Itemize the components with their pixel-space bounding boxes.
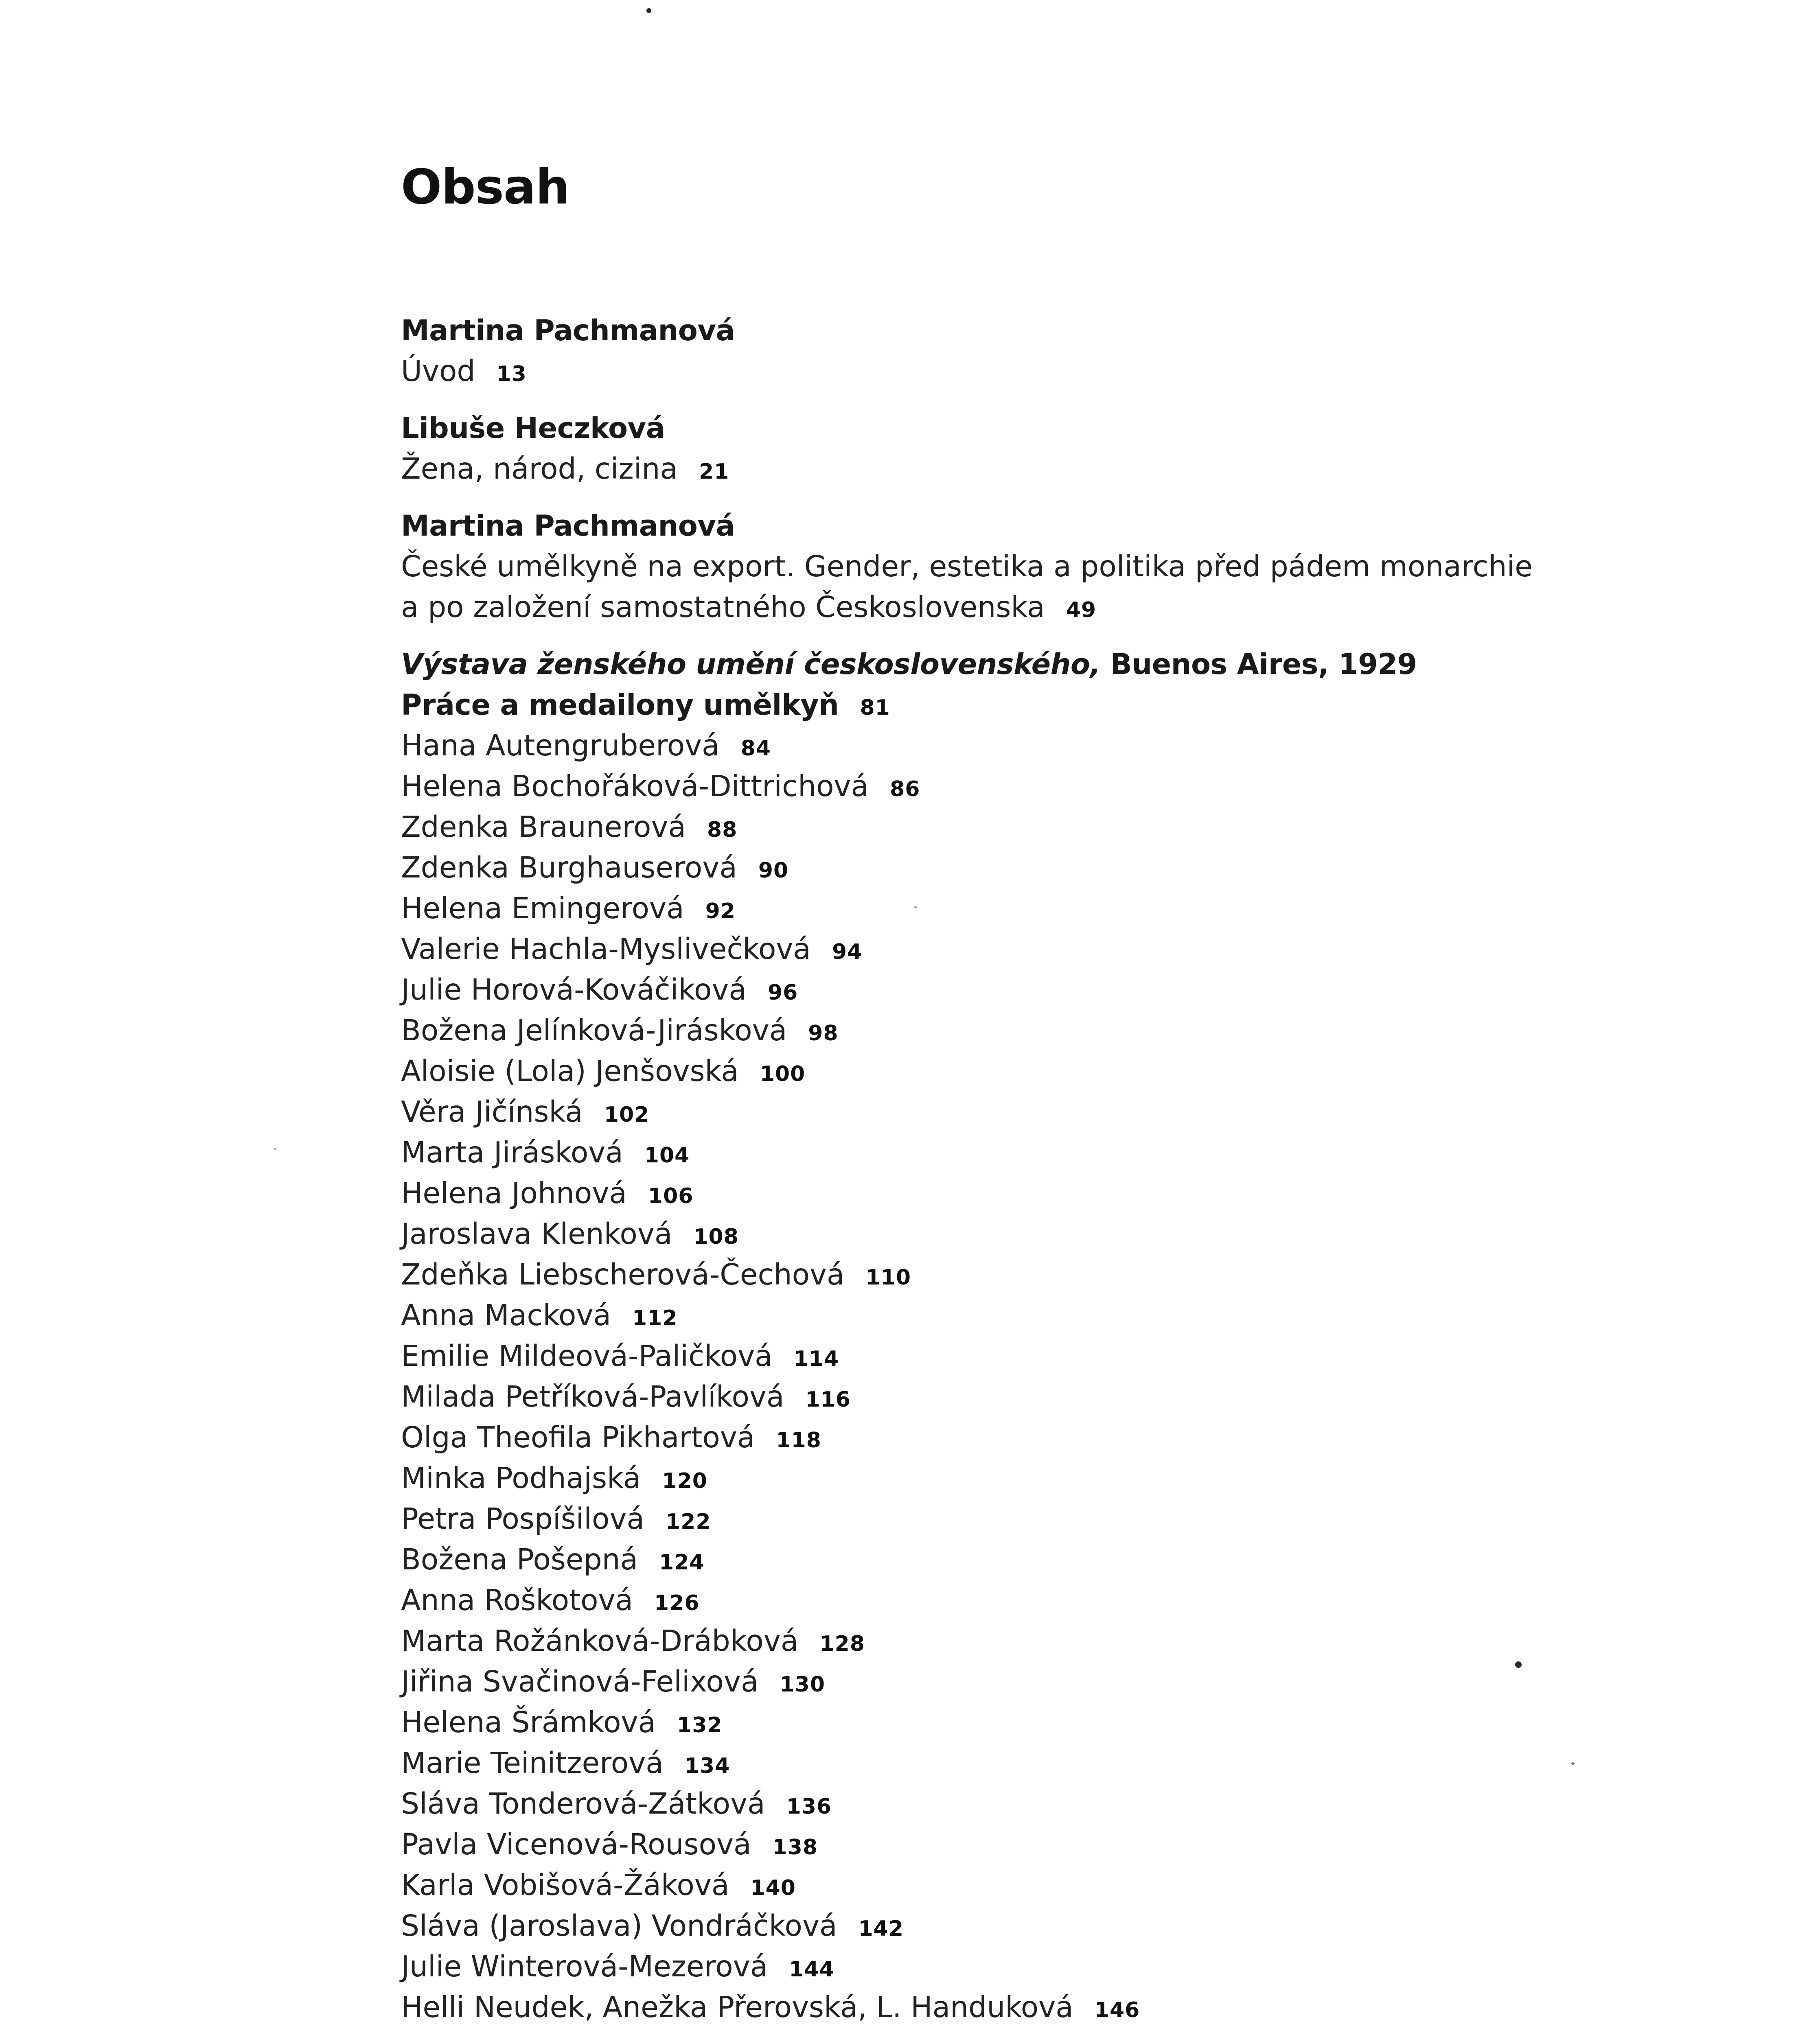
artist-page-number: 110 <box>865 1265 911 1290</box>
list-item[interactable] <box>401 1051 1704 1092</box>
artist-page-number: 114 <box>793 1347 839 1371</box>
artist-page-number: 96 <box>767 980 798 1005</box>
essay2-title-line1[interactable]: České umělkyně na export. Gender, estetika a politika před pádem monarchie <box>401 549 1533 583</box>
artist-name: Božena Pošepná <box>401 1543 638 1576</box>
artist-page-number: 112 <box>632 1306 678 1330</box>
artist-name: Petra Pospíšilová <box>401 1502 644 1536</box>
list-item[interactable] <box>401 725 1704 766</box>
artist-page-number: 116 <box>805 1387 851 1412</box>
artist-name: Valerie Hachla-Myslivečková <box>401 932 811 966</box>
intro-page-number: 13 <box>496 362 527 386</box>
list-item[interactable] <box>401 1417 1704 1458</box>
artist-page-number: 86 <box>890 777 920 801</box>
artist-name: Helena Johnová <box>401 1176 627 1210</box>
artist-page-number: 138 <box>772 1835 818 1860</box>
intro-author: Martina Pachmanová <box>401 314 735 347</box>
artist-name: Milada Petříková-Pavlíková <box>401 1380 784 1414</box>
list-item[interactable] <box>401 1376 1704 1417</box>
essay1-author: Libuše Heczková <box>401 411 665 445</box>
essay2-title-line2: a po založení samostatného Československa <box>401 590 1045 624</box>
list-item[interactable] <box>401 1092 1704 1132</box>
artist-name: Hana Autengruberová <box>401 729 720 762</box>
artist-page-number: 84 <box>740 736 771 761</box>
works-heading-entry[interactable] <box>401 685 1704 725</box>
artist-page-number: 134 <box>684 1754 730 1778</box>
essay1-title: Žena, národ, cizina <box>401 452 678 486</box>
artist-name: Marie Teinitzerová <box>401 1746 664 1780</box>
essay2-entry[interactable] <box>401 587 1704 628</box>
list-item[interactable] <box>401 1987 1704 2028</box>
artist-name: Helli Neudek, Anežka Přerovská, L. Handuková <box>401 1990 1073 2024</box>
list-item[interactable] <box>401 847 1704 888</box>
list-item[interactable] <box>401 1539 1704 1580</box>
intro-title: Úvod <box>401 354 475 388</box>
works-page-number: 81 <box>860 696 890 720</box>
list-item[interactable] <box>401 1214 1704 1254</box>
list-item[interactable] <box>401 766 1704 807</box>
exhibition-title-rest: Buenos Aires, 1929 <box>1100 648 1417 681</box>
list-item[interactable] <box>401 929 1704 969</box>
list-item[interactable] <box>401 1824 1704 1865</box>
artist-name: Emilie Mildeová-Paličková <box>401 1339 773 1373</box>
list-item[interactable] <box>401 1336 1704 1376</box>
exhibition-title-italic: Výstava ženského umění československého, <box>401 648 1101 681</box>
artist-page-number: 90 <box>758 858 789 883</box>
artist-page-number: 94 <box>832 940 863 964</box>
artist-page-number: 144 <box>789 1957 834 1982</box>
artist-name: Anna Macková <box>401 1298 611 1332</box>
essay1-page-number: 21 <box>699 460 729 484</box>
artist-name: Anna Roškotová <box>401 1583 633 1617</box>
artist-list <box>401 725 1704 2028</box>
scan-speck <box>274 1148 276 1150</box>
artist-name: Julie Winterová-Mezerová <box>401 1950 768 1983</box>
scan-speck <box>914 906 917 908</box>
artist-page-number: 136 <box>786 1794 832 1819</box>
artist-page-number: 132 <box>677 1713 723 1737</box>
artist-name: Helena Emingerová <box>401 891 684 925</box>
works-heading: Práce a medailony umělkyň <box>401 688 839 722</box>
intro-entry[interactable] <box>401 351 1704 392</box>
artist-name: Marta Jirásková <box>401 1136 623 1169</box>
artist-name: Julie Horová-Kováčiková <box>401 973 747 1007</box>
essay2-author: Martina Pachmanová <box>401 509 735 543</box>
artist-page-number: 142 <box>858 1917 904 1941</box>
list-item[interactable] <box>401 1906 1704 1946</box>
artist-name: Věra Jičínská <box>401 1095 583 1129</box>
scan-speck <box>1515 1661 1522 1668</box>
scan-speck <box>1571 1762 1575 1765</box>
page-title: Obsah <box>401 159 569 215</box>
scan-speck <box>646 8 651 13</box>
list-item[interactable] <box>401 1254 1704 1295</box>
list-item[interactable] <box>401 888 1704 929</box>
artist-name: Zdenka Braunerová <box>401 810 686 844</box>
list-item[interactable] <box>401 1621 1704 1661</box>
artist-name: Minka Podhajská <box>401 1461 641 1495</box>
table-of-contents <box>401 310 1704 2035</box>
artist-page-number: 120 <box>662 1469 707 1493</box>
essay2-page-number: 49 <box>1066 598 1097 622</box>
artist-page-number: 106 <box>648 1184 694 1208</box>
exhibition-heading <box>401 644 1704 685</box>
list-item[interactable] <box>401 1580 1704 1621</box>
artist-page-number: 130 <box>780 1672 826 1697</box>
artist-name: Aloisie (Lola) Jenšovská <box>401 1054 739 1088</box>
list-item[interactable] <box>401 1458 1704 1499</box>
artist-page-number: 126 <box>654 1591 700 1615</box>
artist-name: Karla Vobišová-Žáková <box>401 1868 729 1902</box>
list-item[interactable] <box>401 1132 1704 1173</box>
artist-name: Helena Bochořáková-Dittrichová <box>401 769 869 803</box>
artist-name: Olga Theofila Pikhartová <box>401 1420 755 1454</box>
artist-page-number: 102 <box>604 1103 650 1127</box>
list-item[interactable] <box>401 1010 1704 1051</box>
artist-name: Jiřina Svačinová-Felixová <box>401 1665 759 1698</box>
artist-name: Sláva Tonderová-Zátková <box>401 1787 765 1821</box>
list-item[interactable] <box>401 1295 1704 1336</box>
artist-page-number: 122 <box>666 1510 711 1534</box>
list-item[interactable] <box>401 1946 1704 1987</box>
artist-name: Božena Jelínková-Jirásková <box>401 1013 787 1047</box>
artist-page-number: 124 <box>659 1550 705 1575</box>
artist-name: Sláva (Jaroslava) Vondráčková <box>401 1909 837 1943</box>
list-item[interactable] <box>401 1702 1704 1743</box>
artist-page-number: 140 <box>750 1876 796 1900</box>
artist-name: Zdenka Burghauserová <box>401 851 737 884</box>
artist-page-number: 100 <box>760 1062 806 1086</box>
list-item[interactable] <box>401 1743 1704 1783</box>
list-item[interactable] <box>401 1173 1704 1214</box>
artist-name: Pavla Vicenová-Rousová <box>401 1827 751 1861</box>
list-item[interactable] <box>401 807 1704 847</box>
artist-page-number: 92 <box>705 899 736 923</box>
artist-page-number: 88 <box>707 818 738 842</box>
list-item[interactable] <box>401 1783 1704 1824</box>
artist-page-number: 128 <box>819 1632 865 1656</box>
artist-name: Marta Rožánková-Drábková <box>401 1624 799 1658</box>
list-item[interactable] <box>401 969 1704 1010</box>
essay1-entry[interactable] <box>401 449 1704 489</box>
artist-name: Zdeňka Liebscherová-Čechová <box>401 1258 845 1291</box>
list-item[interactable] <box>401 1661 1704 1702</box>
list-item[interactable] <box>401 1865 1704 1906</box>
artist-page-number: 118 <box>776 1428 821 1453</box>
artist-name: Jaroslava Klenková <box>401 1217 672 1251</box>
artist-name: Helena Šrámková <box>401 1705 656 1739</box>
list-item[interactable] <box>401 1499 1704 1539</box>
artist-page-number: 104 <box>644 1143 690 1168</box>
artist-page-number: 108 <box>693 1225 739 1249</box>
artist-page-number: 98 <box>808 1021 839 1046</box>
artist-page-number: 146 <box>1094 1998 1140 2022</box>
